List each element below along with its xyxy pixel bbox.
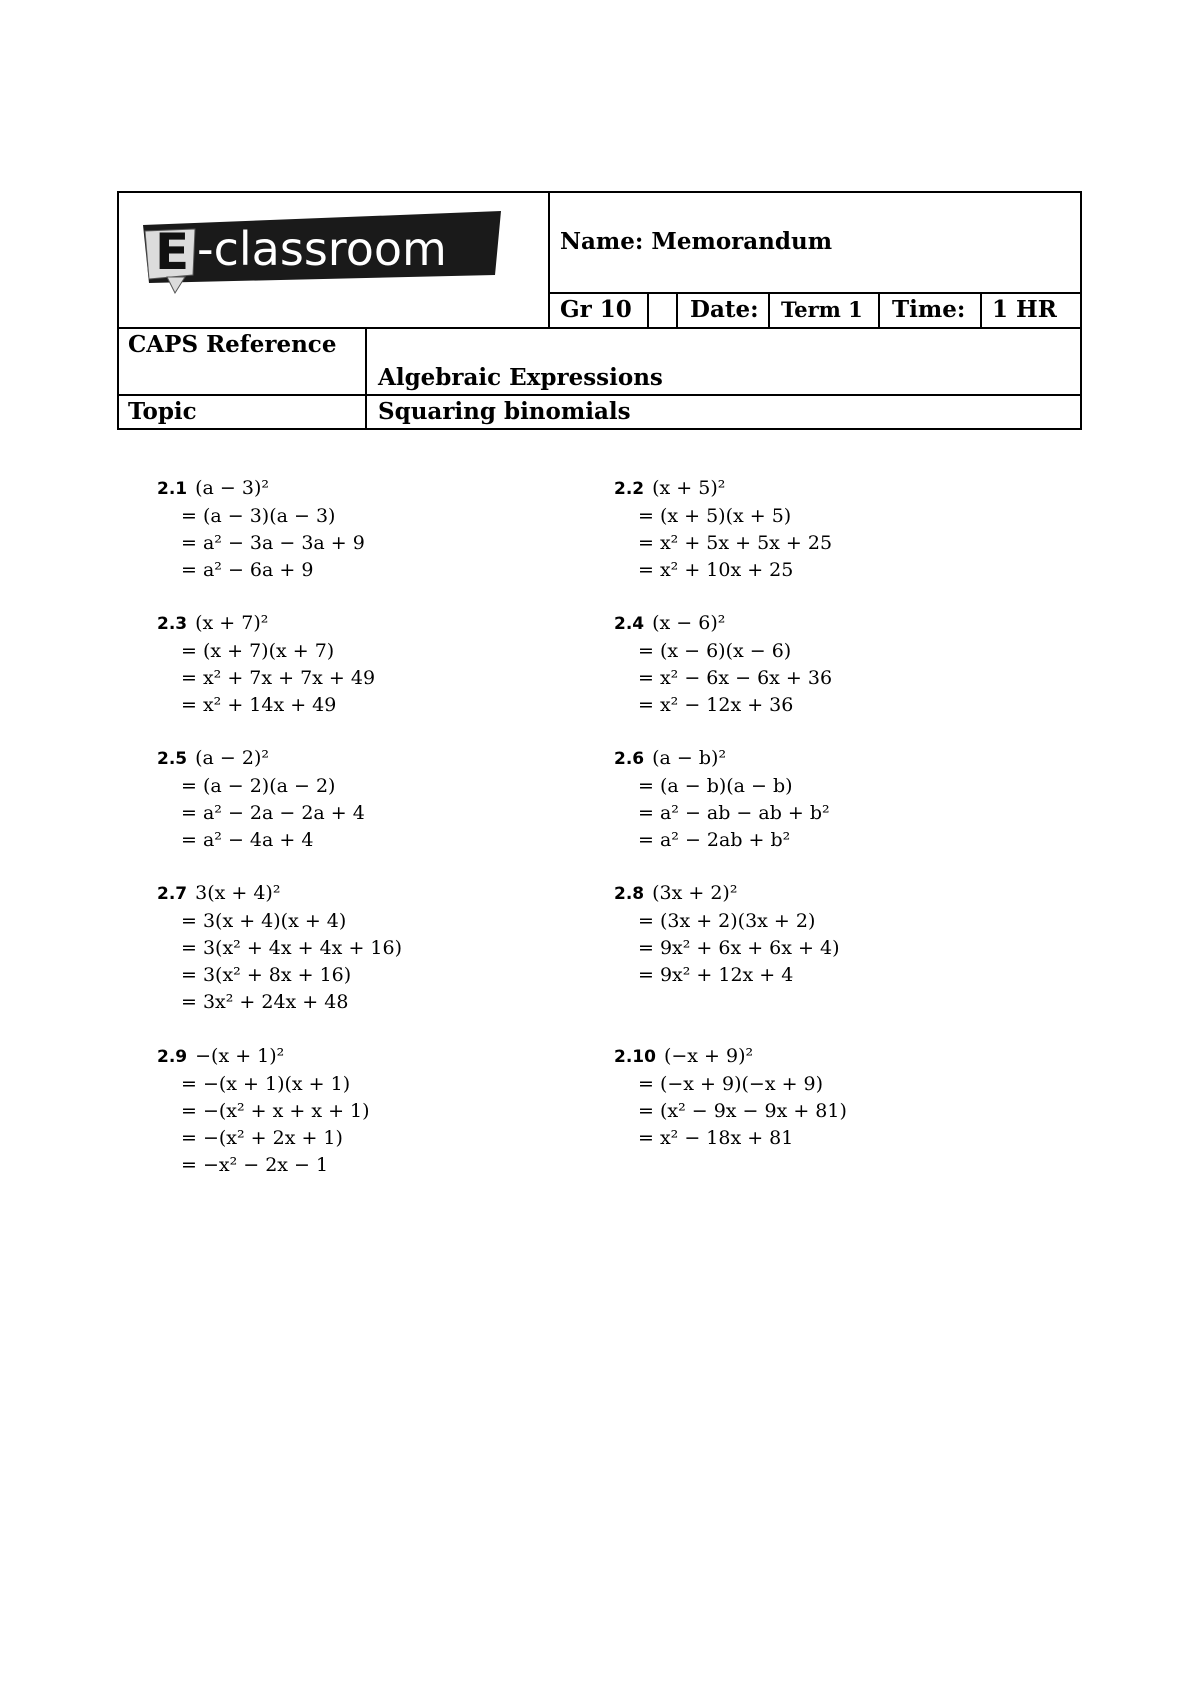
expression-text: = a² − ab − ab + b² [638,802,830,824]
solution-step [614,530,832,557]
problem-statement [614,610,832,638]
problem-number: 2.4 [614,614,645,634]
expression-text: = a² − 2ab + b² [638,829,791,851]
problem-number: 2.5 [157,749,188,769]
divider [647,292,649,328]
problem-number: 2.10 [614,1047,656,1067]
solution-step [614,827,830,854]
expression-text: = x² − 12x + 36 [638,694,794,716]
solution-step [157,908,402,935]
problem-statement [614,745,830,773]
problem-number: 2.6 [614,749,645,769]
expression-text: = a² − 2a − 2a + 4 [181,802,365,824]
expression-text: = x² + 5x + 5x + 25 [638,532,833,554]
problem-statement [157,745,365,773]
expression-text: = a² − 6a + 9 [181,559,314,581]
problem-number: 2.2 [614,479,645,499]
expression-text: = x² + 14x + 49 [181,694,337,716]
problem-statement [614,1043,847,1071]
expression-text: = (x + 7)(x + 7) [181,640,335,662]
expression-text: = (a − b)(a − b) [638,775,793,797]
solution-step [614,1071,847,1098]
solution-step [157,800,365,827]
topic-label: Topic [128,398,197,425]
problem-number: 2.8 [614,884,645,904]
solution-step [614,773,830,800]
expression-text: = x² − 6x − 6x + 36 [638,667,833,689]
expression-text: = (x + 5)(x + 5) [638,505,792,527]
problem-2-4 [614,610,832,719]
term-value: Term 1 [781,297,863,322]
problem-statement [157,610,375,638]
expression-text: (x + 5)² [652,477,726,499]
grade-value: Gr 10 [560,296,632,323]
expression-text: = 9x² + 12x + 4 [638,964,794,986]
problem-statement [157,1043,370,1071]
expression-text: = a² − 4a + 4 [181,829,314,851]
problem-number: 2.3 [157,614,188,634]
divider [548,292,1082,294]
solution-step [614,962,840,989]
e-classroom-logo [137,205,507,297]
solution-step [157,1098,370,1125]
expression-text: = 9x² + 6x + 6x + 4) [638,937,840,959]
expression-text: = −x² − 2x − 1 [181,1154,329,1176]
problem-2-7 [157,880,402,1016]
expression-text: = x² + 7x + 7x + 49 [181,667,376,689]
problem-2-5 [157,745,365,854]
expression-text: = 3(x² + 8x + 16) [181,964,352,986]
solution-step [157,665,375,692]
problem-number: 2.1 [157,479,188,499]
name-label: Name: Memorandum [560,228,833,255]
problem-2-10 [614,1043,847,1152]
expression-text: = (3x + 2)(3x + 2) [638,910,816,932]
solution-step [157,638,375,665]
solution-step [157,962,402,989]
topic-value: Squaring binomials [378,398,631,425]
solution-step [614,557,832,584]
expression-text: = −(x² + 2x + 1) [181,1127,343,1149]
solution-step [157,989,402,1016]
solution-step [157,692,375,719]
expression-text: = −(x + 1)(x + 1) [181,1073,351,1095]
svg-text:-classroom: -classroom [197,222,447,276]
solution-step [157,773,365,800]
solution-step [614,503,832,530]
problem-2-2 [614,475,832,584]
divider [365,327,367,430]
divider [117,394,1082,396]
expression-text: = x² − 18x + 81 [638,1127,794,1149]
time-label: Time: [892,296,966,323]
expression-text: = x² + 10x + 25 [638,559,794,581]
expression-text: (a − 3)² [195,477,269,499]
problem-2-6 [614,745,830,854]
divider [980,292,982,328]
solution-step [157,503,365,530]
divider [878,292,880,328]
solution-step [614,665,832,692]
expression-text: (3x + 2)² [652,882,738,904]
expression-text: 3(x + 4)² [195,882,281,904]
expression-text: −(x + 1)² [195,1045,285,1067]
solution-step [614,908,840,935]
expression-text: (−x + 9)² [663,1045,754,1067]
solution-step [614,692,832,719]
expression-text: = (−x + 9)(−x + 9) [638,1073,824,1095]
solution-step [157,1152,370,1179]
expression-text: = −(x² + x + x + 1) [181,1100,370,1122]
solution-step [614,1098,847,1125]
caps-reference-value: Algebraic Expressions [378,364,663,391]
solution-step [614,800,830,827]
problem-2-1 [157,475,365,584]
expression-text: = (x − 6)(x − 6) [638,640,792,662]
divider [548,191,550,329]
expression-text: = 3x² + 24x + 48 [181,991,349,1013]
solution-step [157,1071,370,1098]
solution-step [614,935,840,962]
solution-step [157,1125,370,1152]
divider [768,292,770,328]
expression-text: (x + 7)² [195,612,269,634]
solution-step [614,638,832,665]
divider [117,327,1082,329]
divider [676,292,678,328]
problem-statement [614,880,840,908]
solution-step [157,530,365,557]
expression-text: = 3(x + 4)(x + 4) [181,910,347,932]
problem-number: 2.7 [157,884,188,904]
svg-text:E: E [155,223,190,281]
problem-2-9 [157,1043,370,1179]
solution-step [614,1125,847,1152]
problem-2-8 [614,880,840,989]
expression-text: = (a − 3)(a − 3) [181,505,336,527]
solution-step [157,935,402,962]
expression-text: (a − b)² [652,747,727,769]
problem-statement [614,475,832,503]
time-value: 1 HR [992,296,1057,323]
date-label: Date: [690,296,759,323]
problem-2-3 [157,610,375,719]
caps-reference-label: CAPS Reference [128,331,337,358]
expression-text: = a² − 3a − 3a + 9 [181,532,365,554]
expression-text: = (a − 2)(a − 2) [181,775,336,797]
expression-text: = 3(x² + 4x + 4x + 16) [181,937,402,959]
expression-text: (a − 2)² [195,747,269,769]
problem-statement [157,475,365,503]
problem-number: 2.9 [157,1047,188,1067]
expression-text: (x − 6)² [652,612,726,634]
problem-statement [157,880,402,908]
solution-step [157,827,365,854]
expression-text: = (x² − 9x − 9x + 81) [638,1100,847,1122]
solution-step [157,557,365,584]
